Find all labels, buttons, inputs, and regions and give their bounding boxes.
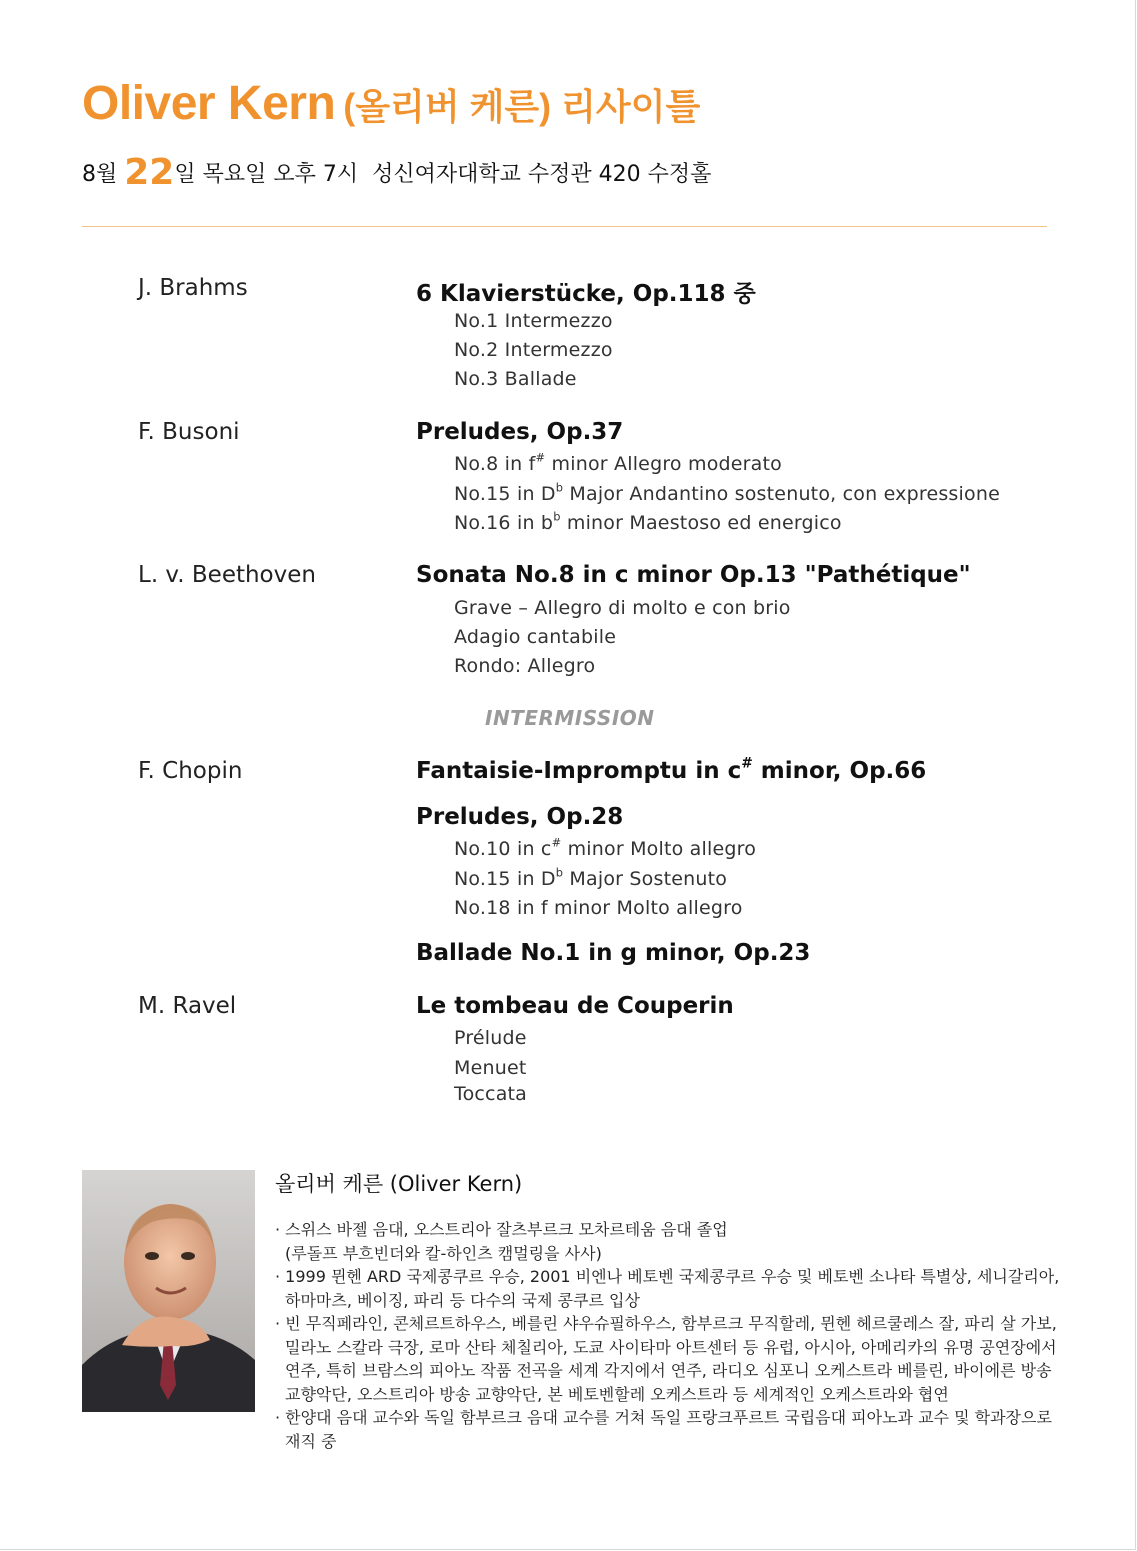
bio-line: · 1999 뮌헨 ARD 국제콩쿠르 우승, 2001 비엔나 베토벤 국제콩쿠르 우승 및 베토벤 소나타 특별상, 세니갈리아, (275, 1267, 1060, 1286)
work-beethoven: Sonata No.8 in c minor Op.13 "Pathétique" (416, 562, 971, 588)
date-rest: 일 목요일 오후 7시 (174, 162, 359, 187)
work-chopin-preludes: Preludes, Op.28 (416, 804, 624, 830)
work-brahms: 6 Klavierstücke, Op.118 중 (416, 281, 756, 307)
movement: No.15 in $D^b$ Major Sostenuto (454, 865, 728, 890)
work-chopin-fantaisie: Fantaisie-Impromptu in c# minor, Op.66 (416, 755, 927, 784)
movement: No.18 in f minor Molto allegro (454, 897, 743, 919)
composer-ravel: M. Ravel (138, 993, 237, 1019)
movement: No.16 in $b^b$ minor Maestoso ed energico (454, 509, 842, 534)
movement: Toccata (454, 1083, 528, 1105)
composer-beethoven: L. v. Beethoven (138, 562, 316, 588)
composer-chopin: F. Chopin (138, 758, 243, 784)
page-title (82, 76, 700, 131)
bio-line: 재직 중 (285, 1431, 337, 1451)
movement: Prélude (454, 1027, 527, 1049)
bio-list (275, 1218, 1065, 1453)
movement: No.1 Intermezzo (454, 310, 613, 332)
movement: No.2 Intermezzo (454, 339, 613, 361)
work-busoni: Preludes, Op.37 (416, 419, 624, 445)
work-chopin-ballade: Ballade No.1 in g minor, Op.23 (416, 940, 811, 966)
movement: No.10 in c# minor Molto allegro (454, 835, 757, 860)
movement: Rondo: Allegro (454, 655, 596, 677)
work-ravel: Le tombeau de Couperin (416, 993, 734, 1019)
date-day: 22 (124, 152, 175, 193)
bio-title: 올리버 케른 (Oliver Kern) (275, 1172, 523, 1196)
header-divider (82, 226, 1047, 227)
composer-brahms: J. Brahms (138, 275, 248, 301)
movement: Grave – Allegro di molto e con brio (454, 597, 791, 619)
bio-line: 밀라노 스칼라 극장, 로마 산타 체칠리아, 도쿄 사이타마 아트센터 등 유럽, 아시아, 아메리카의 유명 공연장에서 (285, 1337, 1057, 1357)
bio-line: 하마마츠, 베이징, 파리 등 다수의 국제 콩쿠르 입상 (285, 1290, 640, 1310)
movement: No.8 in f# minor Allegro moderato (454, 450, 783, 475)
composer-busoni: F. Busoni (138, 419, 240, 445)
intermission-label: INTERMISSION (485, 706, 655, 730)
concert-datetime-venue (82, 152, 711, 193)
movement: No.15 in $D^b$ Major Andantino sostenuto, con expressione (454, 480, 1000, 505)
movement: Menuet (454, 1057, 527, 1079)
bio-line: 교향악단, 오스트리아 방송 교향악단, 본 베토벤할레 오케스트라 등 세계적인 오케스트라와 협연 (285, 1384, 949, 1404)
bio-line: · 한양대 음대 교수와 독일 함부르크 음대 교수를 거쳐 독일 프랑크푸르트 국립음대 피아노과 교수 및 학과장으로 (275, 1408, 1052, 1427)
movement: Adagio cantabile (454, 626, 617, 648)
bio-line: · 빈 무직페라인, 콘체르트하우스, 베를린 샤우슈필하우스, 함부르크 무직할레, 뮌헨 헤르쿨레스 잘, 파리 살 가보, (275, 1314, 1057, 1333)
date-month: 8월 (82, 162, 118, 187)
bio-line: (루돌프 부흐빈더와 칼-하인츠 캠멀링을 사사) (285, 1243, 602, 1263)
artist-photo (82, 1170, 255, 1412)
venue: 성신여자대학교 수정관 420 수정홀 (372, 162, 712, 187)
bio-line: 연주, 특히 브람스의 피아노 작품 전곡을 세계 각지에서 연주, 라디오 심포니 오케스트라 베를린, 바이에른 방송 (285, 1361, 1052, 1380)
bio-line: · 스위스 바젤 음대, 오스트리아 잘츠부르크 모차르테움 음대 졸업 (275, 1220, 728, 1239)
portrait-illustration (82, 1170, 255, 1412)
title-name: Oliver Kern (82, 77, 336, 130)
movement: No.3 Ballade (454, 368, 577, 390)
title-korean: (올리버 케른) 리사이틀 (343, 86, 701, 127)
